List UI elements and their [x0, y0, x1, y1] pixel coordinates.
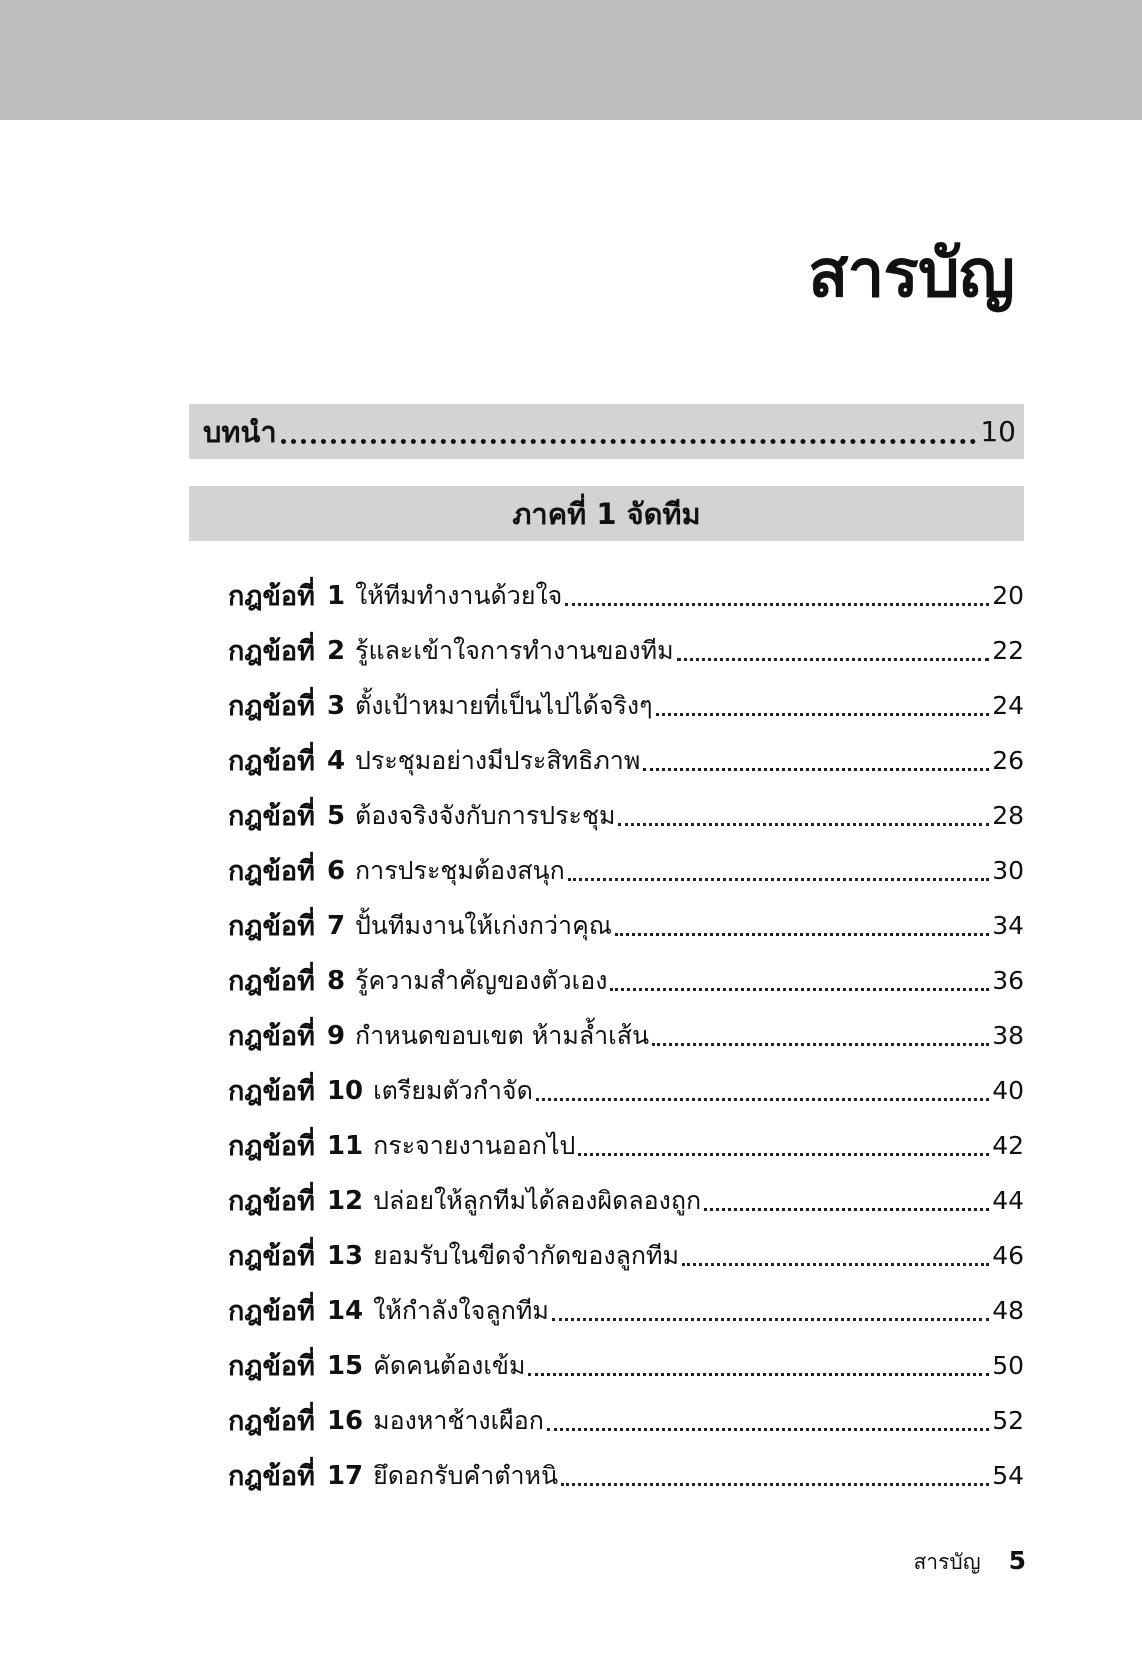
- toc-entry: [228, 623, 1024, 678]
- toc-entry: [228, 1393, 1024, 1448]
- entry-page: 54: [992, 1461, 1024, 1490]
- entry-title: กำหนดขอบเขต ห้ามล้ำเส้น: [355, 1020, 650, 1050]
- rule-number: 17: [326, 1460, 364, 1491]
- rule-label: กฎข้อที่: [228, 1021, 315, 1052]
- rule-number: 3: [326, 690, 346, 721]
- entry-page: 26: [992, 746, 1024, 775]
- dot-leader: [528, 1373, 989, 1376]
- dot-leader: [565, 603, 989, 606]
- entry-page: 22: [992, 636, 1024, 665]
- toc-entry: [228, 568, 1024, 623]
- dot-leader: [561, 1483, 989, 1486]
- running-title: สารบัญ: [913, 1550, 981, 1574]
- rule-number: 7: [326, 910, 346, 941]
- entry-page: 50: [992, 1351, 1024, 1380]
- rule-label: กฎข้อที่: [228, 1131, 315, 1162]
- intro-label: บทนำ: [203, 414, 277, 449]
- rule-number: 9: [326, 1020, 346, 1051]
- entry-title: การประชุมต้องสนุก: [355, 855, 565, 885]
- rule-number: 5: [326, 800, 346, 831]
- entry-page: 36: [992, 966, 1024, 995]
- entry-title: ตั้งเป้าหมายที่เป็นไปได้จริงๆ: [355, 690, 653, 720]
- toc-list: [228, 568, 1024, 1503]
- entry-page: 30: [992, 856, 1024, 885]
- dot-leader: [656, 713, 990, 716]
- rule-label: กฎข้อที่: [228, 746, 315, 777]
- rule-number: 15: [326, 1350, 364, 1381]
- toc-entry: [228, 1338, 1024, 1393]
- entry-title: ประชุมอย่างมีประสิทธิภาพ: [355, 745, 641, 775]
- entry-page: 34: [992, 911, 1024, 940]
- rule-label: กฎข้อที่: [228, 801, 315, 832]
- dot-leader: [568, 878, 989, 881]
- dot-leader: [643, 768, 989, 771]
- rule-label: กฎข้อที่: [228, 1241, 315, 1272]
- toc-entry: [228, 898, 1024, 953]
- toc-entry: [228, 1448, 1024, 1503]
- rule-label: กฎข้อที่: [228, 691, 315, 722]
- entry-title: ยอมรับในขีดจำกัดของลูกทีม: [373, 1240, 679, 1270]
- entry-page: 48: [992, 1296, 1024, 1325]
- rule-label: กฎข้อที่: [228, 636, 315, 667]
- intro-page: 10: [980, 415, 1016, 448]
- part-label: ภาคที่ 1 จัดทีม: [512, 496, 701, 531]
- page-number: 5: [1008, 1546, 1026, 1575]
- rule-number: 10: [326, 1075, 364, 1106]
- entry-title: มองหาช้างเผือก: [373, 1405, 544, 1435]
- entry-page: 44: [992, 1186, 1024, 1215]
- entry-page: 24: [992, 691, 1024, 720]
- dot-leader: [610, 988, 989, 991]
- rule-label: กฎข้อที่: [228, 1296, 315, 1327]
- toc-entry: [228, 788, 1024, 843]
- entry-page: 28: [992, 801, 1024, 830]
- entry-title: ให้ทีมทำงานด้วยใจ: [355, 580, 563, 610]
- toc-entry: [228, 1118, 1024, 1173]
- rule-label: กฎข้อที่: [228, 1076, 315, 1107]
- rule-number: 1: [326, 580, 346, 611]
- entry-title: รู้และเข้าใจการทำงานของทีม: [355, 635, 674, 665]
- dot-leader: [618, 823, 989, 826]
- rule-number: 6: [326, 855, 346, 886]
- rule-label: กฎข้อที่: [228, 911, 315, 942]
- page-footer: [913, 1546, 1026, 1579]
- toc-entry: [228, 953, 1024, 1008]
- dot-leader: [552, 1318, 989, 1321]
- page-title: สารบัญ: [808, 235, 1014, 313]
- entry-page: 42: [992, 1131, 1024, 1160]
- toc-entry: [228, 1008, 1024, 1063]
- dot-leader: [281, 439, 977, 444]
- rule-number: 12: [326, 1185, 364, 1216]
- rule-number: 2: [326, 635, 346, 666]
- rule-label: กฎข้อที่: [228, 1186, 315, 1217]
- entry-title: ยึดอกรับคำตำหนิ: [373, 1460, 559, 1490]
- toc-entry: [228, 678, 1024, 733]
- entry-title: รู้ความสำคัญของตัวเอง: [355, 965, 608, 995]
- toc-entry: [228, 1283, 1024, 1338]
- rule-label: กฎข้อที่: [228, 966, 315, 997]
- entry-title: ปั้นทีมงานให้เก่งกว่าคุณ: [355, 910, 613, 940]
- entry-title: กระจายงานออกไป: [373, 1130, 576, 1160]
- rule-label: กฎข้อที่: [228, 1351, 315, 1382]
- rule-number: 16: [326, 1405, 364, 1436]
- toc-entry: [228, 843, 1024, 898]
- rule-label: กฎข้อที่: [228, 856, 315, 887]
- rule-number: 8: [326, 965, 346, 996]
- dot-leader: [677, 658, 990, 661]
- rule-label: กฎข้อที่: [228, 1461, 315, 1492]
- rule-number: 14: [326, 1295, 364, 1326]
- toc-entry: [228, 1228, 1024, 1283]
- dot-leader: [652, 1043, 989, 1046]
- toc-entry: [228, 733, 1024, 788]
- entry-title: เตรียมตัวกำจัด: [373, 1075, 533, 1105]
- toc-intro-entry: [189, 404, 1024, 459]
- rule-number: 4: [326, 745, 346, 776]
- part-heading: [189, 486, 1024, 541]
- dot-leader: [704, 1208, 989, 1211]
- dot-leader: [536, 1098, 989, 1101]
- entry-page: 40: [992, 1076, 1024, 1105]
- rule-label: กฎข้อที่: [228, 1406, 315, 1437]
- rule-number: 13: [326, 1240, 364, 1271]
- entry-title: ต้องจริงจังกับการประชุม: [355, 800, 616, 830]
- entry-page: 52: [992, 1406, 1024, 1435]
- entry-title: คัดคนต้องเข้ม: [373, 1350, 526, 1380]
- rule-label: กฎข้อที่: [228, 581, 315, 612]
- dot-leader: [547, 1428, 989, 1431]
- dot-leader: [578, 1153, 989, 1156]
- entry-title: ปล่อยให้ลูกทีมได้ลองผิดลองถูก: [373, 1185, 702, 1215]
- dot-leader: [615, 933, 989, 936]
- rule-number: 11: [326, 1130, 364, 1161]
- entry-page: 46: [992, 1241, 1024, 1270]
- entry-page: 38: [992, 1021, 1024, 1050]
- toc-entry: [228, 1063, 1024, 1118]
- dot-leader: [682, 1263, 989, 1266]
- entry-page: 20: [992, 581, 1024, 610]
- toc-entry: [228, 1173, 1024, 1228]
- header-band: [0, 0, 1142, 120]
- entry-title: ให้กำลังใจลูกทีม: [373, 1295, 549, 1325]
